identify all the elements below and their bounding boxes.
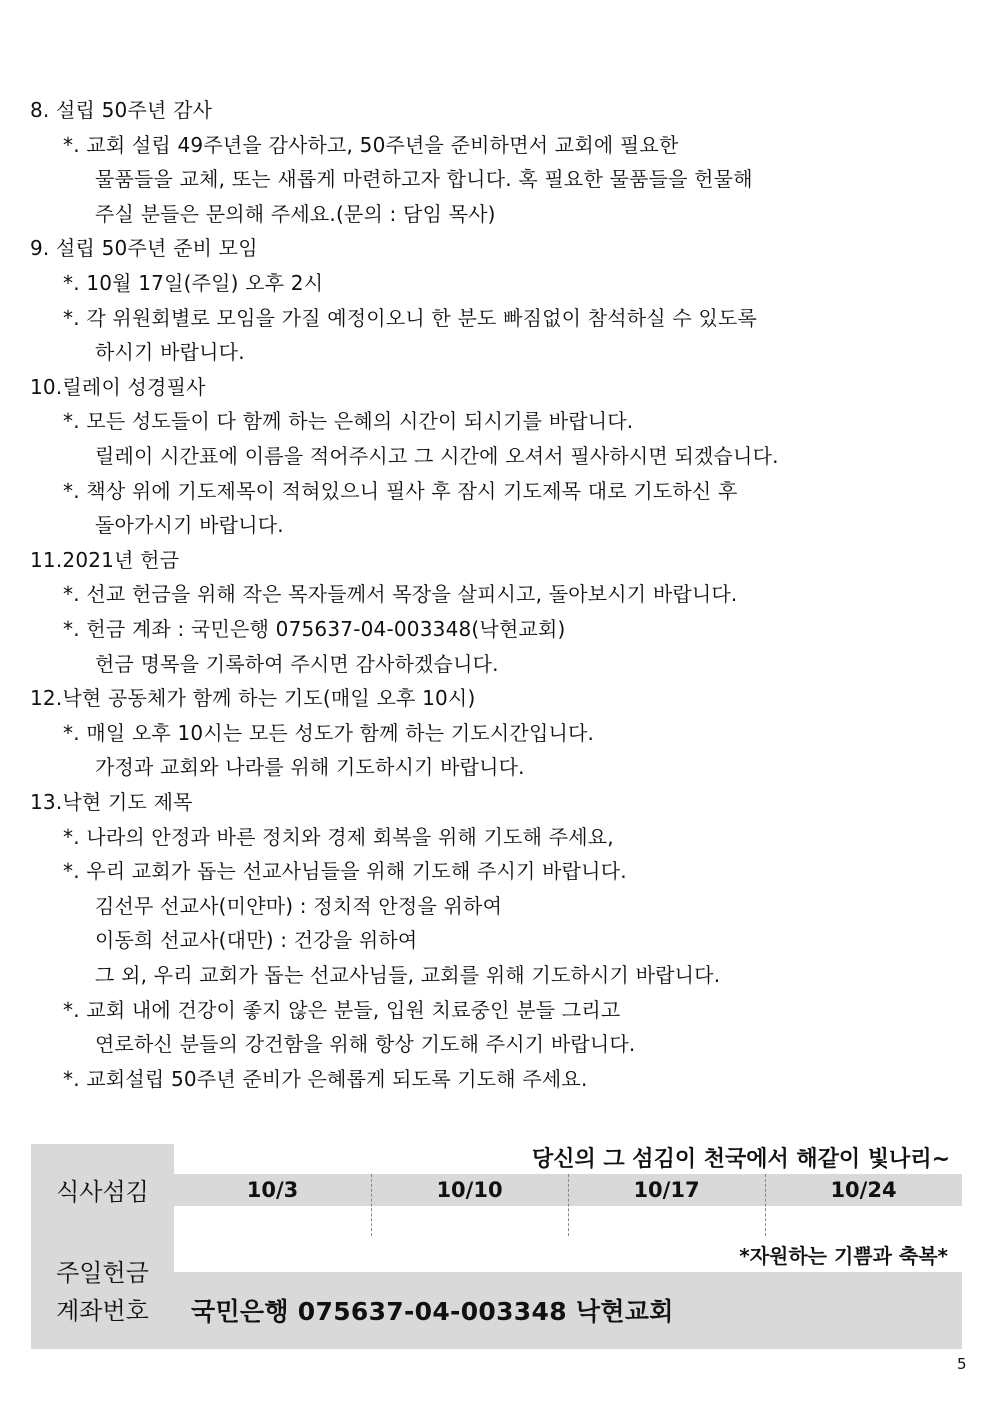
account-label: 계좌번호 (56, 1297, 149, 1325)
date-cell: 10/3 (246, 1178, 299, 1202)
notice-line: *. 교회 설립 49주년을 감사하고, 50주년을 준비하면서 교회에 필요한 (63, 132, 679, 157)
notice-line: 그 외, 우리 교회가 돕는 선교사님들, 교회를 위해 기도하시기 바랍니다. (95, 963, 721, 987)
notice-line: *. 10월 17일(주일) 오후 2시 (63, 271, 324, 295)
column-divider (371, 1174, 372, 1236)
section-heading: 10.릴레이 성경필사 (30, 374, 206, 399)
slogan-text: 당신의 그 섬김이 천국에서 해같이 빛나리~ (531, 1147, 950, 1172)
notice-line: *. 책상 위에 기도제목이 적혀있으니 필사 후 잠시 기도제목 대로 기도하신 후 (63, 478, 738, 503)
meal-service-label: 식사섬김 (56, 1178, 149, 1206)
notice-line: 물품들을 교체, 또는 새롭게 마련하고자 합니다. 혹 필요한 물품들을 헌물해 (95, 167, 753, 192)
notice-line: *. 헌금 계좌 : 국민은행 075637-04-003348(낙현교회) (63, 617, 566, 641)
offering-box (31, 1144, 962, 1349)
section-heading: 12.낙현 공동체가 함께 하는 기도(매일 오후 10시) (30, 686, 476, 711)
notice-line: 릴레이 시간표에 이름을 적어주시고 그 시간에 오셔서 필사하시면 되겠습니다. (95, 444, 779, 468)
notice-line: 연로하신 분들의 강건함을 위해 항상 기도해 주시기 바랍니다. (95, 1032, 636, 1057)
column-divider (765, 1174, 766, 1236)
section-heading: 8. 설립 50주년 감사 (30, 98, 213, 122)
date-cell: 10/10 (436, 1178, 503, 1202)
notice-line: 하시기 바랍니다. (95, 340, 245, 365)
notice-line: *. 각 위원회별로 모임을 가질 예정이오니 한 분도 빠짐없이 참석하실 수 있도록 (63, 305, 758, 330)
page-number: 5 (957, 1355, 967, 1373)
notice-line: 가정과 교회와 나라를 위해 기도하시기 바랍니다. (95, 755, 525, 780)
notice-line: *. 선교 헌금을 위해 작은 목자들께서 목장을 살피시고, 돌아보시기 바랍니다. (63, 582, 738, 607)
column-divider (568, 1174, 569, 1236)
date-cell: 10/17 (633, 1178, 700, 1202)
notice-line: 돌아가시기 바랍니다. (95, 513, 284, 538)
notice-line: *. 교회 내에 건강이 좋지 않은 분들, 입원 치료중인 분들 그리고 (63, 997, 621, 1022)
notice-line: 이동희 선교사(대만) : 건강을 위하여 (95, 928, 418, 953)
section-heading: 9. 설립 50주년 준비 모임 (30, 236, 258, 261)
notice-line: 김선무 선교사(미얀마) : 정치적 안정을 위하여 (95, 893, 503, 918)
notice-line: 주실 분들은 문의해 주세요.(문의 : 담임 목사) (95, 201, 496, 226)
section-heading: 11.2021년 헌금 (30, 547, 180, 572)
notice-line: *. 우리 교회가 돕는 선교사님들을 위해 기도해 주시기 바랍니다. (63, 859, 627, 884)
joy-text: *자원하는 기쁨과 축복* (739, 1244, 948, 1268)
section-heading: 13.낙현 기도 제목 (30, 790, 193, 814)
notice-line: *. 모든 성도들이 다 함께 하는 은혜의 시간이 되시기를 바랍니다. (63, 409, 634, 434)
offering-label: 주일헌금 (56, 1259, 149, 1287)
notice-line: *. 나라의 안정과 바른 정치와 경제 회복을 위해 기도해 주세요, (63, 824, 614, 849)
notice-line: *. 매일 오후 10시는 모든 성도가 함께 하는 기도시간입니다. (63, 720, 595, 745)
account-number: 국민은행 075637-04-003348 낙현교회 (191, 1297, 674, 1326)
notice-line: 헌금 명목을 기록하여 주시면 감사하겠습니다. (95, 651, 499, 676)
notice-line: *. 교회설립 50주년 준비가 은혜롭게 되도록 기도해 주세요. (63, 1066, 588, 1091)
date-cell: 10/24 (830, 1178, 897, 1202)
